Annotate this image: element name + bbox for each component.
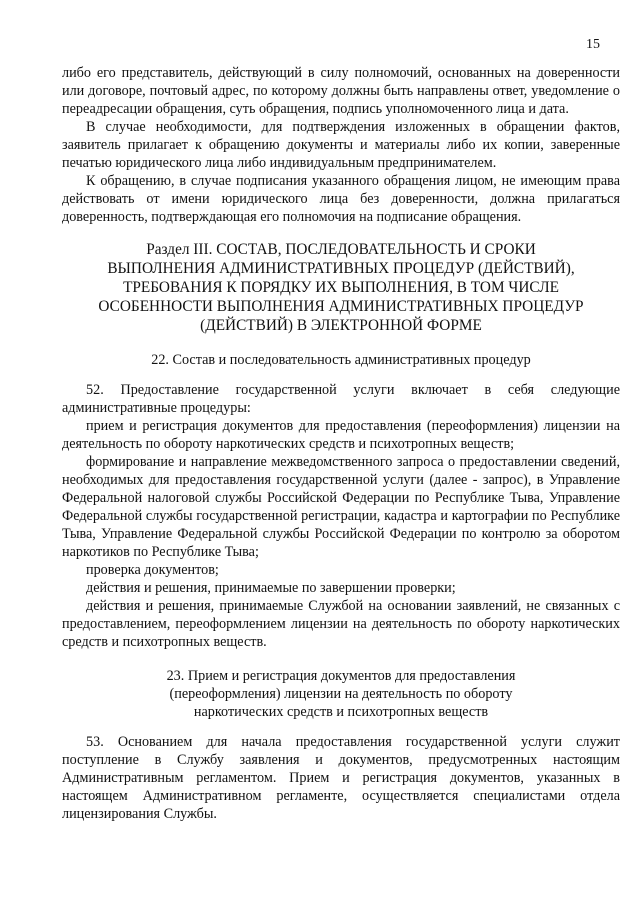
section-title-line-5: (ДЕЙСТВИЙ) В ЭЛЕКТРОННОЙ ФОРМЕ — [200, 317, 482, 334]
subsection-23-title-line-2: (переоформления) лицензии на деятельность по обороту — [169, 686, 513, 702]
procedure-item-2: формирование и направление межведомственного запроса о предоставлении сведений, необходимых для предоставления государственной услуги (далее - запрос), в Управление Федеральной налоговой службы Российской Федерации по Республике Тыва, Управление Федеральной службы государственной регистрации, кадастра и картографии по Республике Тыва, Управление Федеральной службы Российской Федерации по контролю за оборотом наркотиков по Республике Тыва; — [62, 454, 620, 560]
section-title-line-4: ОСОБЕННОСТИ ВЫПОЛНЕНИЯ АДМИНИСТРАТИВНЫХ ПРОЦЕДУР — [98, 298, 584, 315]
paragraph-53: 53. Основанием для начала предоставления государственной услуги служит поступление в Службу заявления и документов, предусмотренных настоящим Административным регламентом. Прием и регистрация документов, указанных в настоящем Административном регламенте, осуществляется специалистами отдела лицензирования Службы. — [62, 734, 620, 822]
section-title-line-2: ВЫПОЛНЕНИЯ АДМИНИСТРАТИВНЫХ ПРОЦЕДУР (ДЕЙСТВИЙ), — [107, 260, 575, 277]
procedure-item-1: прием и регистрация документов для предоставления (переоформления) лицензии на деятельность по обороту наркотических средств и психотропных веществ; — [62, 418, 620, 452]
intro-paragraph-3: К обращению, в случае подписания указанного обращения лицом, не имеющим права действовать от имени юридического лица без доверенности, должна прилагаться доверенность, подтверждающая его полномочия на подписание обращения. — [62, 173, 620, 225]
section-title-line-1: Раздел III. СОСТАВ, ПОСЛЕДОВАТЕЛЬНОСТЬ И СРОКИ — [146, 241, 536, 258]
procedure-item-3: проверка документов; — [86, 562, 219, 578]
subsection-22-title: 22. Состав и последовательность административных процедур — [151, 352, 531, 368]
section-title-line-3: ТРЕБОВАНИЯ К ПОРЯДКУ ИХ ВЫПОЛНЕНИЯ, В ТОМ ЧИСЛЕ — [123, 279, 559, 296]
subsection-23-title — [62, 667, 620, 721]
procedure-item-5: действия и решения, принимаемые Службой на основании заявлений, не связанных с предоставлением, переоформлением лицензии на деятельность по обороту наркотических средств и психотропных веществ. — [62, 598, 620, 650]
procedure-item-4: действия и решения, принимаемые по завершении проверки; — [86, 580, 456, 596]
paragraph-52: 52. Предоставление государственной услуги включает в себя следующие административные процедуры: — [62, 382, 620, 416]
intro-paragraph-1: либо его представитель, действующий в силу полномочий, основанных на доверенности или договоре, почтовый адрес, по которому должны быть направлены ответ, уведомление о переадресации обращения, суть обращения, подпись уполномоченного лица и дата. — [62, 65, 620, 117]
subsection-23-title-line-1: 23. Прием и регистрация документов для предоставления — [166, 668, 516, 684]
section-title — [62, 240, 620, 335]
intro-paragraph-2: В случае необходимости, для подтверждения изложенных в обращении фактов, заявитель прилагает к обращению документы и материалы либо их копии, заверенные печатью юридического лица либо индивидуальным предпринимателем. — [62, 119, 620, 171]
document-body — [62, 64, 620, 823]
page-number: 15 — [586, 37, 600, 52]
subsection-23-title-line-3: наркотических средств и психотропных веществ — [193, 704, 489, 720]
